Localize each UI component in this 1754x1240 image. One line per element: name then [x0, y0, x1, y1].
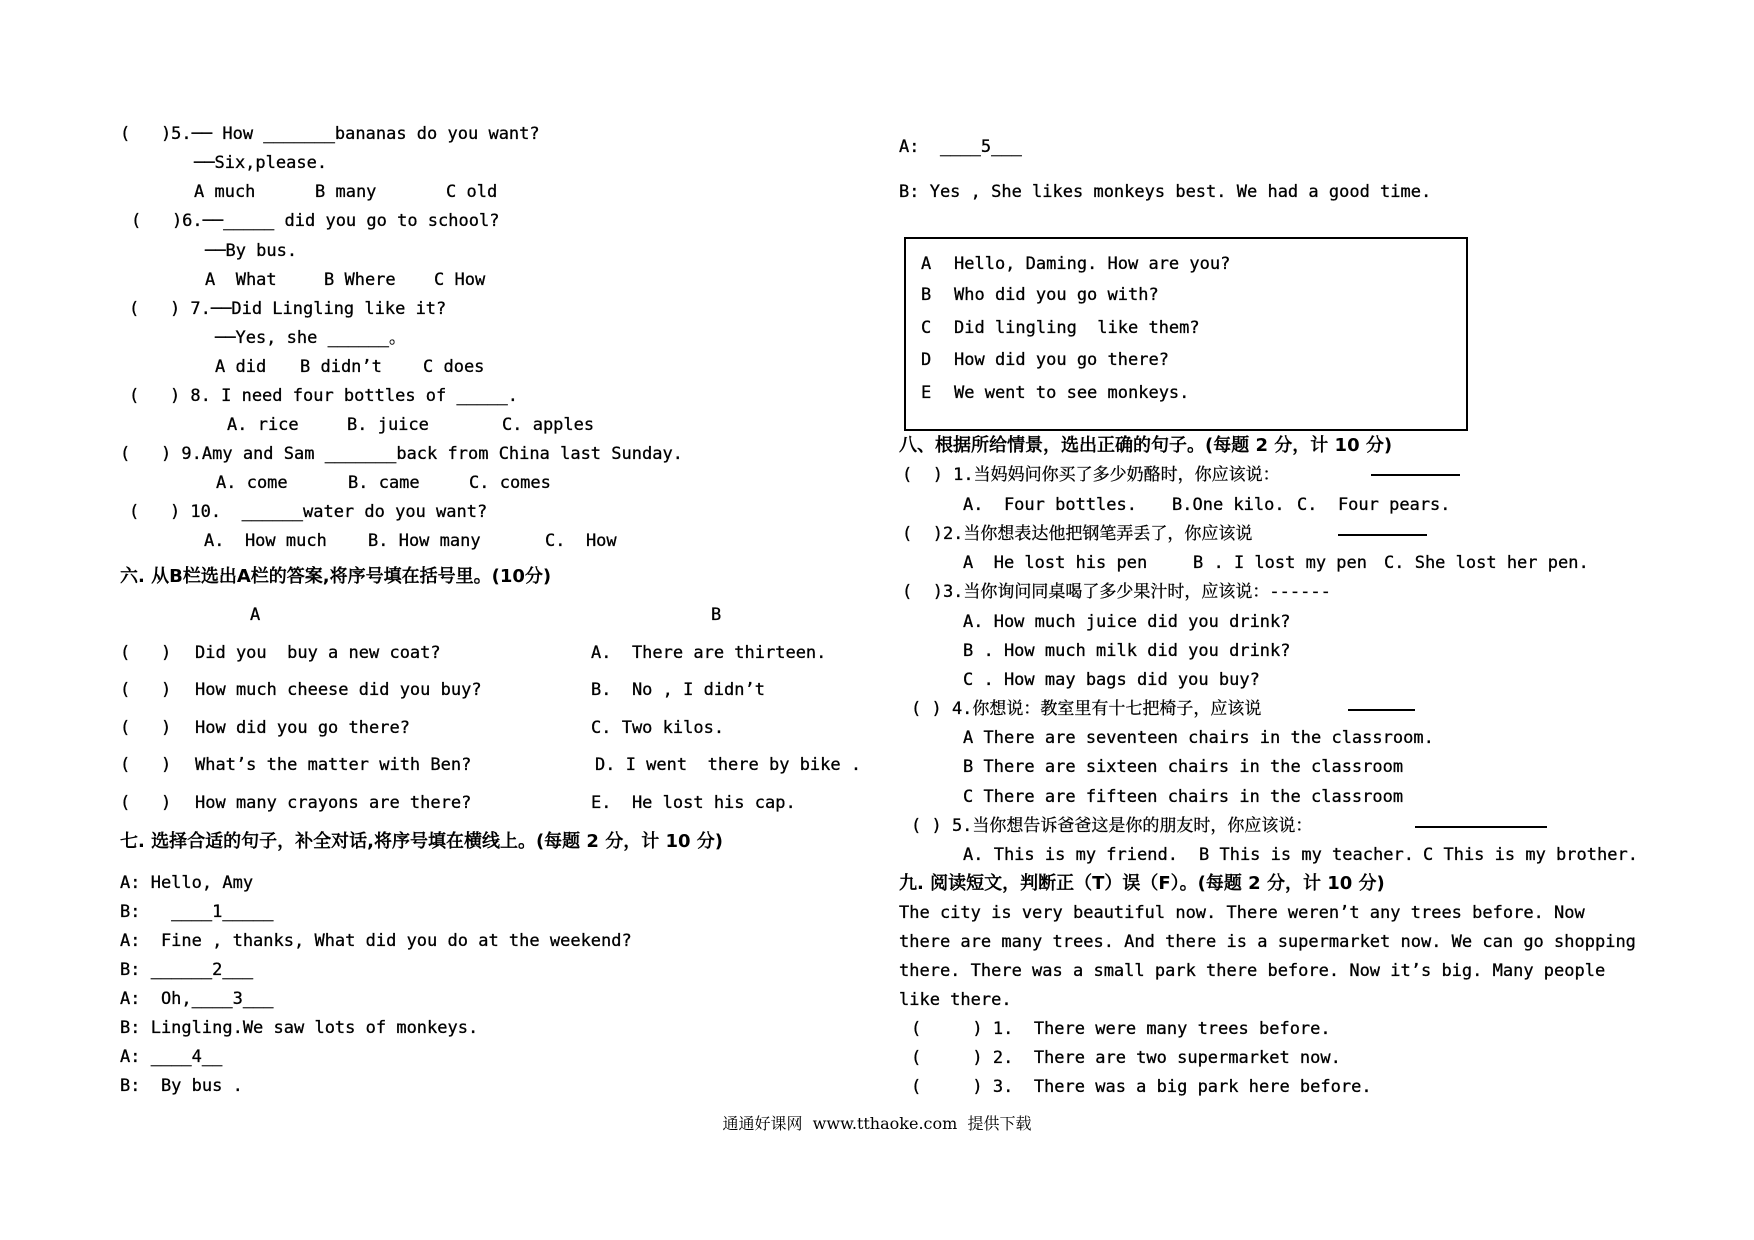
passage-line: The city is very beautiful now. There weren’t any trees before. Now — [899, 903, 1585, 923]
match-header-b: B — [711, 605, 722, 625]
dialogue-line: A: Hello, Amy — [120, 873, 254, 893]
q6-option-c: C How — [434, 270, 486, 290]
dialogue-line: B: ______2___ — [120, 960, 254, 980]
dialogue-line: A: Fine , thanks, What did you do at the weekend? — [120, 931, 632, 951]
q6-reply: ──By bus. — [205, 241, 298, 261]
dialogue-line: B: Yes , She likes monkeys best. We had a good time. — [899, 182, 1432, 202]
situation-option: B There are sixteen chairs in the classroom — [963, 757, 1404, 777]
match-answer: C. Two kilos. — [591, 718, 725, 738]
choice-text: We went to see monkeys. — [954, 383, 1190, 403]
match-answer: E. He lost his cap. — [591, 793, 796, 813]
q8-stem: ( ) 8. I need four bottles of _____. — [129, 386, 518, 406]
answer-line — [1415, 826, 1547, 828]
section-eight-title: 八、根据所给情景，选出正确的句子。(每题 2 分，计 10 分) — [899, 435, 1393, 456]
situation-option: C . How may bags did you buy? — [963, 670, 1260, 690]
choice-letter: A — [921, 254, 932, 274]
section-seven-title: 七. 选择合适的句子，补全对话,将序号填在横线上。(每题 2 分，计 10 分) — [120, 831, 724, 852]
choice-letter: C — [921, 318, 932, 338]
section-six-title: 六. 从B栏选出A栏的答案,将序号填在括号里。(10分) — [120, 566, 552, 587]
q10-stem: ( ) 10. ______water do you want? — [129, 502, 488, 522]
match-blank: ( ) — [120, 680, 172, 700]
choice-letter: B — [921, 285, 932, 305]
situation-prompt: ( ) 1.当妈妈问你买了多少奶酪时，你应该说： — [902, 465, 1280, 485]
q10-option-c: C. How — [545, 531, 617, 551]
q7-stem: ( ) 7.──Did Lingling like it? — [129, 299, 447, 319]
match-blank: ( ) — [120, 643, 172, 663]
passage-line: there are many trees. And there is a supermarket now. We can go shopping — [899, 932, 1636, 952]
dialogue-line: A: ____5___ — [899, 137, 1022, 157]
dialogue-line: A: Oh,____3___ — [120, 989, 274, 1009]
situation-option: A He lost his pen — [963, 553, 1148, 573]
match-answer: A. There are thirteen. — [591, 643, 827, 663]
situation-prompt: ( ) 5.当你想告诉爸爸这是你的朋友时，你应该说： — [911, 816, 1313, 836]
dialogue-line: A: ____4__ — [120, 1047, 223, 1067]
match-question: How many crayons are there? — [195, 793, 472, 813]
answer-line — [1371, 474, 1460, 476]
q5-option-b: B many — [315, 182, 377, 202]
match-blank: ( ) — [120, 793, 172, 813]
dialogue-line: B: By bus . — [120, 1076, 243, 1096]
q7-reply: ──Yes, she ______。 — [215, 328, 406, 348]
choice-text: Who did you go with? — [954, 285, 1159, 305]
match-answer: B. No , I didn’t — [591, 680, 765, 700]
situation-option: B This is my teacher. — [1199, 845, 1414, 865]
situation-option: C There are fifteen chairs in the classroom — [963, 787, 1404, 807]
section-nine-title: 九. 阅读短文，判断正（T）误（F）。(每题 2 分，计 10 分) — [899, 873, 1385, 894]
match-question: How did you go there? — [195, 718, 410, 738]
answer-line — [1338, 534, 1427, 536]
situation-option: C. Four pears. — [1297, 495, 1451, 515]
q8-option-a: A. rice — [227, 415, 299, 435]
true-false-item: ( ) 3. There was a big park here before. — [911, 1077, 1372, 1097]
situation-prompt: ( )3.当你询问同桌喝了多少果汁时，应该说：------ — [902, 582, 1331, 602]
q5-reply: ──Six,please. — [194, 153, 328, 173]
choice-letter: D — [921, 350, 932, 370]
match-answer: D. I went there by bike . — [595, 755, 862, 775]
q6-stem: ( )6.──_____ did you go to school? — [131, 211, 500, 231]
match-blank: ( ) — [120, 755, 172, 775]
situation-option: B . How much milk did you drink? — [963, 641, 1291, 661]
true-false-item: ( ) 1. There were many trees before. — [911, 1019, 1331, 1039]
q6-option-a: A What — [205, 270, 277, 290]
q5-stem: ( )5.── How _______bananas do you want? — [120, 124, 540, 144]
situation-option: A. How much juice did you drink? — [963, 612, 1291, 632]
situation-option: B . I lost my pen — [1193, 553, 1367, 573]
true-false-item: ( ) 2. There are two supermarket now. — [911, 1048, 1341, 1068]
q7-option-c: C does — [423, 357, 485, 377]
q9-option-b: B. came — [348, 473, 420, 493]
match-blank: ( ) — [120, 718, 172, 738]
q9-option-a: A. come — [216, 473, 288, 493]
dialogue-line: B: Lingling.We saw lots of monkeys. — [120, 1018, 479, 1038]
choice-text: Did lingling like them? — [954, 318, 1200, 338]
q8-option-b: B. juice — [347, 415, 429, 435]
dialogue-line: B: ____1_____ — [120, 902, 274, 922]
match-header-a: A — [250, 605, 261, 625]
answer-line — [1348, 709, 1415, 711]
passage-line: there. There was a small park there before. Now it’s big. Many people — [899, 961, 1606, 981]
situation-prompt: ( )2.当你想表达他把钢笔弄丢了，你应该说 — [902, 524, 1253, 544]
situation-option: A There are seventeen chairs in the classroom. — [963, 728, 1434, 748]
q10-option-b: B. How many — [368, 531, 481, 551]
choice-text: How did you go there? — [954, 350, 1169, 370]
situation-option: C This is my brother. — [1423, 845, 1638, 865]
choice-letter: E — [921, 383, 932, 403]
q10-option-a: A. How much — [204, 531, 327, 551]
q7-option-b: B didn’t — [300, 357, 382, 377]
choice-text: Hello, Daming. How are you? — [954, 254, 1231, 274]
match-question: Did you buy a new coat? — [195, 643, 441, 663]
situation-option: C. She lost her pen. — [1384, 553, 1589, 573]
situation-prompt: ( ) 4.你想说：教室里有十七把椅子，应该说 — [911, 699, 1262, 719]
q5-option-c: C old — [446, 182, 498, 202]
q9-option-c: C. comes — [469, 473, 551, 493]
q8-option-c: C. apples — [502, 415, 595, 435]
situation-option: A. This is my friend. — [963, 845, 1178, 865]
situation-option: B.One kilo. — [1172, 495, 1285, 515]
q7-option-a: A did — [215, 357, 267, 377]
match-question: What’s the matter with Ben? — [195, 755, 472, 775]
situation-option: A. Four bottles. — [963, 495, 1137, 515]
q9-stem: ( ) 9.Amy and Sam _______back from China last Sunday. — [120, 444, 683, 464]
q5-option-a: A much — [194, 182, 256, 202]
passage-line: like there. — [899, 990, 1012, 1010]
q6-option-b: B Where — [324, 270, 396, 290]
match-question: How much cheese did you buy? — [195, 680, 482, 700]
footer-credit: 通通好课网 www.tthaoke.com 提供下载 — [722, 1114, 1032, 1133]
